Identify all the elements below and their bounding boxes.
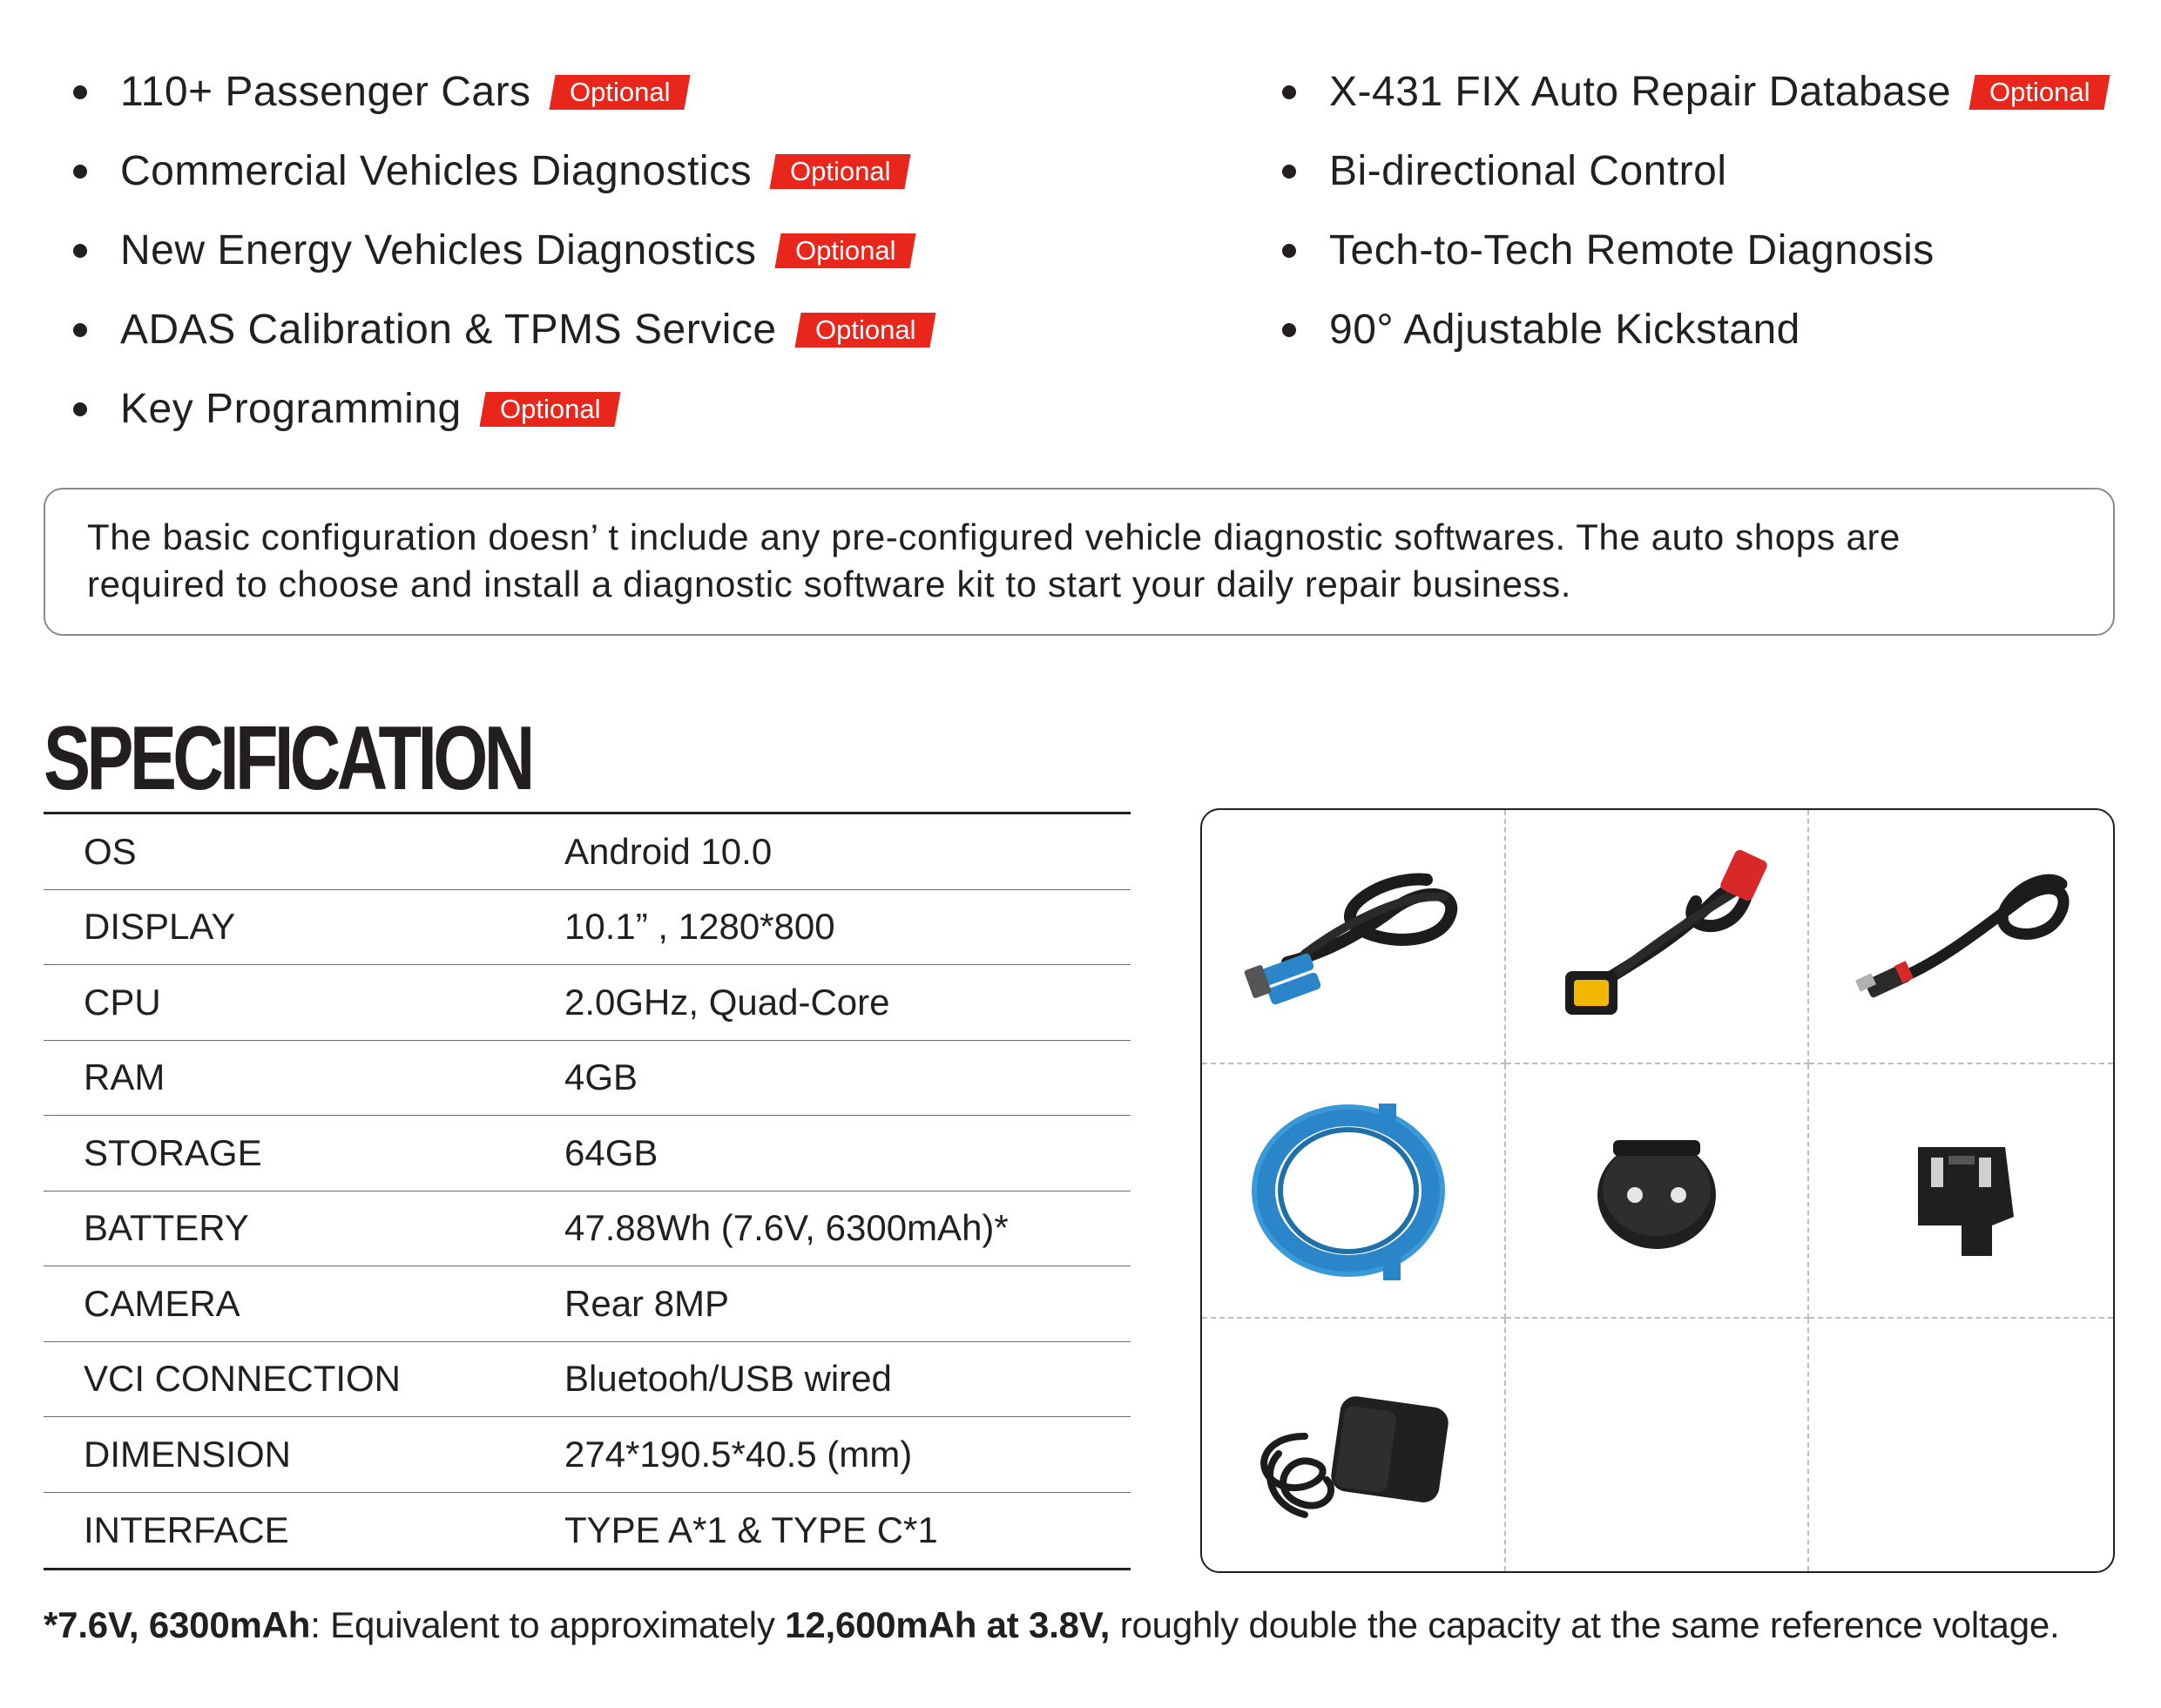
table-row [44,1417,1131,1493]
feature-label: Bi-directional Control [1329,148,1727,194]
table-row [44,814,1131,890]
footnote-star: * [44,1604,58,1645]
feature-label: Tech-to-Tech Remote Diagnosis [1329,227,1935,273]
bullet-icon [73,402,87,416]
usb-cable-icon [1835,832,2088,1041]
feature-item [73,369,933,449]
table-row [44,890,1131,966]
optional-badge: Optional [479,392,621,427]
table-row [44,965,1131,1041]
configuration-notice [44,488,2115,636]
feature-list [0,52,2161,453]
spec-value: Android 10.0 [564,830,773,872]
spec-label: BATTERY [84,1207,249,1249]
bullet-icon [1282,85,1296,99]
accessory-cell [1809,1319,2113,1571]
accessory-cell [1506,810,1810,1064]
accessory-cell [1506,1064,1810,1319]
feature-item [73,52,933,132]
spec-value: Rear 8MP [564,1282,730,1324]
accessories-grid [1200,808,2115,1573]
bullet-icon [1282,244,1296,258]
table-row [44,1342,1131,1418]
table-row [44,1041,1131,1117]
spec-label: CPU [84,981,161,1023]
accessory-cell [1202,810,1506,1064]
bullet-icon [73,165,87,179]
feature-item [73,132,933,211]
bullet-icon [1282,323,1296,337]
obd-cable-icon [1530,832,1783,1041]
table-row [44,1116,1131,1192]
feature-label: X-431 FIX Auto Repair Database [1329,69,1952,115]
power-adapter-icon [1226,1340,1479,1549]
feature-item [1282,211,2108,290]
specification-heading: SPECIFICATION [44,708,531,809]
footnote-text: : Equivalent to approximately [310,1604,786,1645]
optional-badge: Optional [1969,75,2111,110]
feature-column-right [1282,52,2108,369]
feature-label: New Energy Vehicles Diagnostics [120,227,757,273]
spec-label: RAM [84,1057,165,1098]
eu-plug-adapter-icon [1530,1086,1783,1295]
table-row [44,1493,1131,1569]
bullet-icon [73,244,87,258]
footnote-bold: 12,600mAh at 3.8V, [785,1604,1111,1645]
feature-item [73,290,933,369]
bullet-icon [1282,165,1296,179]
spec-value: 47.88Wh (7.6V, 6300mAh)* [564,1207,1009,1249]
spec-label: STORAGE [84,1131,262,1173]
spec-value: 2.0GHz, Quad-Core [564,981,890,1023]
feature-label: Commercial Vehicles Diagnostics [120,148,753,194]
feature-column-left [73,52,933,449]
accessory-cell [1809,810,2113,1064]
feature-label: ADAS Calibration & TPMS Service [120,307,777,353]
footnote-bold: 7.6V, 6300mAh [57,1604,311,1645]
table-row [44,1266,1131,1342]
notice-line: required to choose and install a diagnostic software kit to start your daily repair business. [87,564,1571,604]
uk-plug-adapter-icon [1835,1086,2088,1295]
spec-value: 10.1” , 1280*800 [564,906,835,948]
network-cable-icon [1226,1086,1479,1295]
feature-item [73,211,933,290]
spec-label: DISPLAY [84,906,236,948]
notice-line: The basic configuration doesn’ t include any pre-configured vehicle diagnostic softwares. The auto shops are [87,516,1901,557]
feature-label: 110+ Passenger Cars [120,69,531,115]
battery-footnote [44,1604,2059,1646]
accessory-cell [1202,1064,1506,1319]
bullet-icon [73,85,87,99]
specification-table [44,812,1131,1570]
spec-label: DIMENSION [84,1433,292,1475]
blue-connector-cable-icon [1226,832,1479,1041]
spec-value: 274*190.5*40.5 (mm) [564,1433,913,1475]
feature-item [1282,52,2108,132]
spec-value: TYPE A*1 & TYPE C*1 [564,1509,938,1550]
spec-value: 64GB [564,1131,658,1173]
accessory-cell [1809,1064,2113,1319]
footnote-text: roughly double the capacity at the same reference voltage. [1110,1604,2060,1645]
optional-badge: Optional [794,313,936,348]
feature-label: Key Programming [120,386,462,432]
optional-badge: Optional [549,75,691,110]
spec-value: 4GB [564,1057,638,1098]
feature-label: 90° Adjustable Kickstand [1329,307,1800,353]
accessory-cell [1506,1319,1810,1571]
optional-badge: Optional [774,233,916,268]
feature-item [1282,290,2108,369]
bullet-icon [73,323,87,337]
optional-badge: Optional [770,154,912,189]
spec-label: INTERFACE [84,1509,289,1550]
accessory-cell [1202,1319,1506,1571]
spec-label: OS [84,830,137,872]
table-row [44,1192,1131,1267]
feature-item [1282,132,2108,211]
spec-label: VCI CONNECTION [84,1358,402,1400]
spec-value: Bluetooh/USB wired [564,1358,892,1400]
spec-label: CAMERA [84,1282,240,1324]
